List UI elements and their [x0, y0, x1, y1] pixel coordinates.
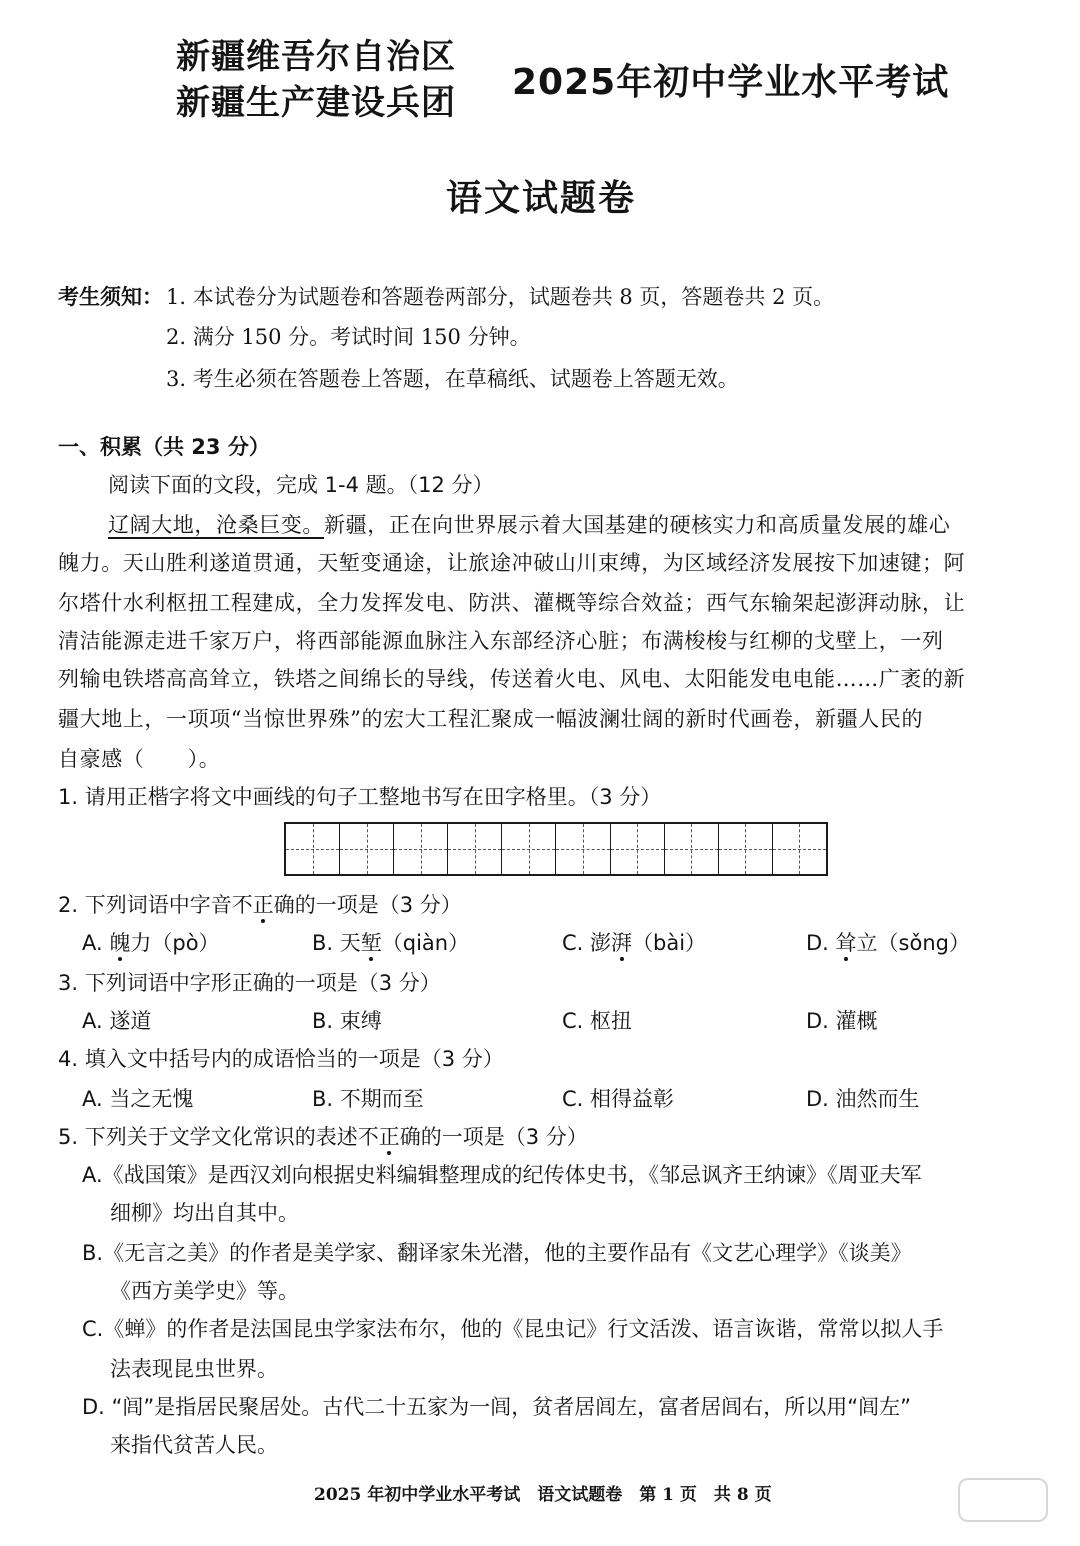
option-b[interactable]: B. 束缚 — [312, 1009, 382, 1033]
region-line-2: 新疆生产建设兵团 — [176, 83, 456, 123]
passage-line — [108, 506, 950, 544]
option-b[interactable]: B. 天堑（qiàn） — [312, 931, 470, 955]
tianzige-writing-grid[interactable] — [284, 822, 828, 876]
page-footer: 2025 年初中学业水平考试 语文试题卷 第 1 页 共 8 页 — [314, 1485, 772, 1505]
underlined-sentence: 辽阔大地，沧桑巨变。 — [108, 513, 324, 537]
passage-line: 列输电铁塔高高耸立，铁塔之间绵长的导线，传送着火电、风电、太阳能发电电能……广袤的新 — [58, 667, 966, 691]
grid-cell[interactable] — [448, 824, 502, 874]
option-c[interactable]: C.《蝉》的作者是法国昆虫学家法布尔，他的《昆虫记》行文活泼、语言诙谐，常常以拟人手 — [82, 1317, 944, 1341]
option-d[interactable]: D. “闾”是指居民聚居处。古代二十五家为一闾，贫者居闾左，富者居闾右，所以用“闾左” — [82, 1395, 912, 1419]
option-c-cont: 法表现昆虫世界。 — [110, 1357, 278, 1381]
grid-cell[interactable] — [556, 824, 610, 874]
option-a-cont: 细柳》均出自其中。 — [110, 1201, 299, 1225]
grid-cell[interactable] — [502, 824, 556, 874]
notice-item: 3. 考生必须在答题卷上答题，在草稿纸、试题卷上答题无效。 — [166, 367, 739, 391]
option-a[interactable]: A. 当之无愧 — [82, 1087, 194, 1111]
option-a[interactable]: A. 魄力（pò） — [82, 931, 220, 955]
watermark-logo — [958, 1478, 1048, 1522]
option-d[interactable]: D. 灌概 — [806, 1009, 878, 1033]
option-c[interactable]: C. 澎湃（bài） — [562, 931, 707, 955]
option-b[interactable]: B.《无言之美》的作者是美学家、翻译家朱光潜，他的主要作品有《文艺心理学》《谈美》 — [82, 1241, 912, 1265]
paper-title: 语文试题卷 — [446, 178, 637, 219]
question-2: 2. 下列词语中字音不正确的一项是（3 分） — [58, 893, 462, 917]
grid-cell[interactable] — [394, 824, 448, 874]
option-b[interactable]: B. 不期而至 — [312, 1087, 424, 1111]
section-heading: 一、积累（共 23 分） — [58, 435, 270, 459]
notice-label: 考生须知： — [58, 285, 163, 309]
option-d[interactable]: D. 耸立（sǒng） — [806, 931, 970, 955]
question-4: 4. 填入文中括号内的成语恰当的一项是（3 分） — [58, 1047, 504, 1071]
option-d[interactable]: D. 油然而生 — [806, 1087, 920, 1111]
passage-line: 疆大地上，一项项“当惊世界殊”的宏大工程汇聚成一幅波澜壮阔的新时代画卷，新疆人民的 — [58, 707, 924, 731]
notice-item: 1. 本试卷分为试题卷和答题卷两部分，试题卷共 8 页，答题卷共 2 页。 — [166, 285, 835, 309]
question-1: 1. 请用正楷字将文中画线的句子工整地书写在田字格里。（3 分） — [58, 785, 662, 809]
grid-cell[interactable] — [340, 824, 394, 874]
grid-cell[interactable] — [611, 824, 665, 874]
option-b-cont: 《西方美学史》等。 — [110, 1279, 299, 1303]
passage-line: 尔塔什水利枢扭工程建成，全力发挥发电、防洪、灌概等综合效益；西气东输架起澎湃动脉，让 — [58, 591, 966, 615]
exam-title: 2025年初中学业水平考试 — [512, 62, 950, 103]
passage-line: 自豪感（ ）。 — [58, 747, 221, 771]
grid-cell[interactable] — [665, 824, 719, 874]
grid-cell[interactable] — [719, 824, 773, 874]
option-c[interactable]: C. 相得益彰 — [562, 1087, 675, 1111]
passage-line: 魄力。天山胜利遂道贯通，天堑变通途，让旅途冲破山川束缚，为区域经济发展按下加速键；阿 — [58, 551, 966, 575]
option-d-cont: 来指代贫苦人民。 — [110, 1433, 278, 1457]
section-instruction: 阅读下面的文段，完成 1-4 题。（12 分） — [108, 473, 494, 497]
passage-text: 新疆，正在向世界展示着大国基建的硬核实力和高质量发展的雄心 — [324, 513, 951, 537]
option-a[interactable]: A.《战国策》是西汉刘向根据史料编辑整理成的纪传体史书，《邹忌讽齐王纳谏》《周亚夫军 — [82, 1163, 922, 1187]
question-3: 3. 下列词语中字形正确的一项是（3 分） — [58, 971, 441, 995]
option-c[interactable]: C. 枢扭 — [562, 1009, 633, 1033]
notice-item: 2. 满分 150 分。考试时间 150 分钟。 — [166, 325, 531, 349]
grid-cell[interactable] — [286, 824, 340, 874]
region-line-1: 新疆维吾尔自治区 — [176, 37, 456, 77]
option-a[interactable]: A. 遂道 — [82, 1009, 152, 1033]
grid-cell[interactable] — [773, 824, 826, 874]
question-5: 5. 下列关于文学文化常识的表述不正确的一项是（3 分） — [58, 1125, 588, 1149]
passage-line: 清洁能源走进千家万户，将西部能源血脉注入东部经济心脏；布满梭梭与红柳的戈壁上，一列 — [58, 629, 944, 653]
